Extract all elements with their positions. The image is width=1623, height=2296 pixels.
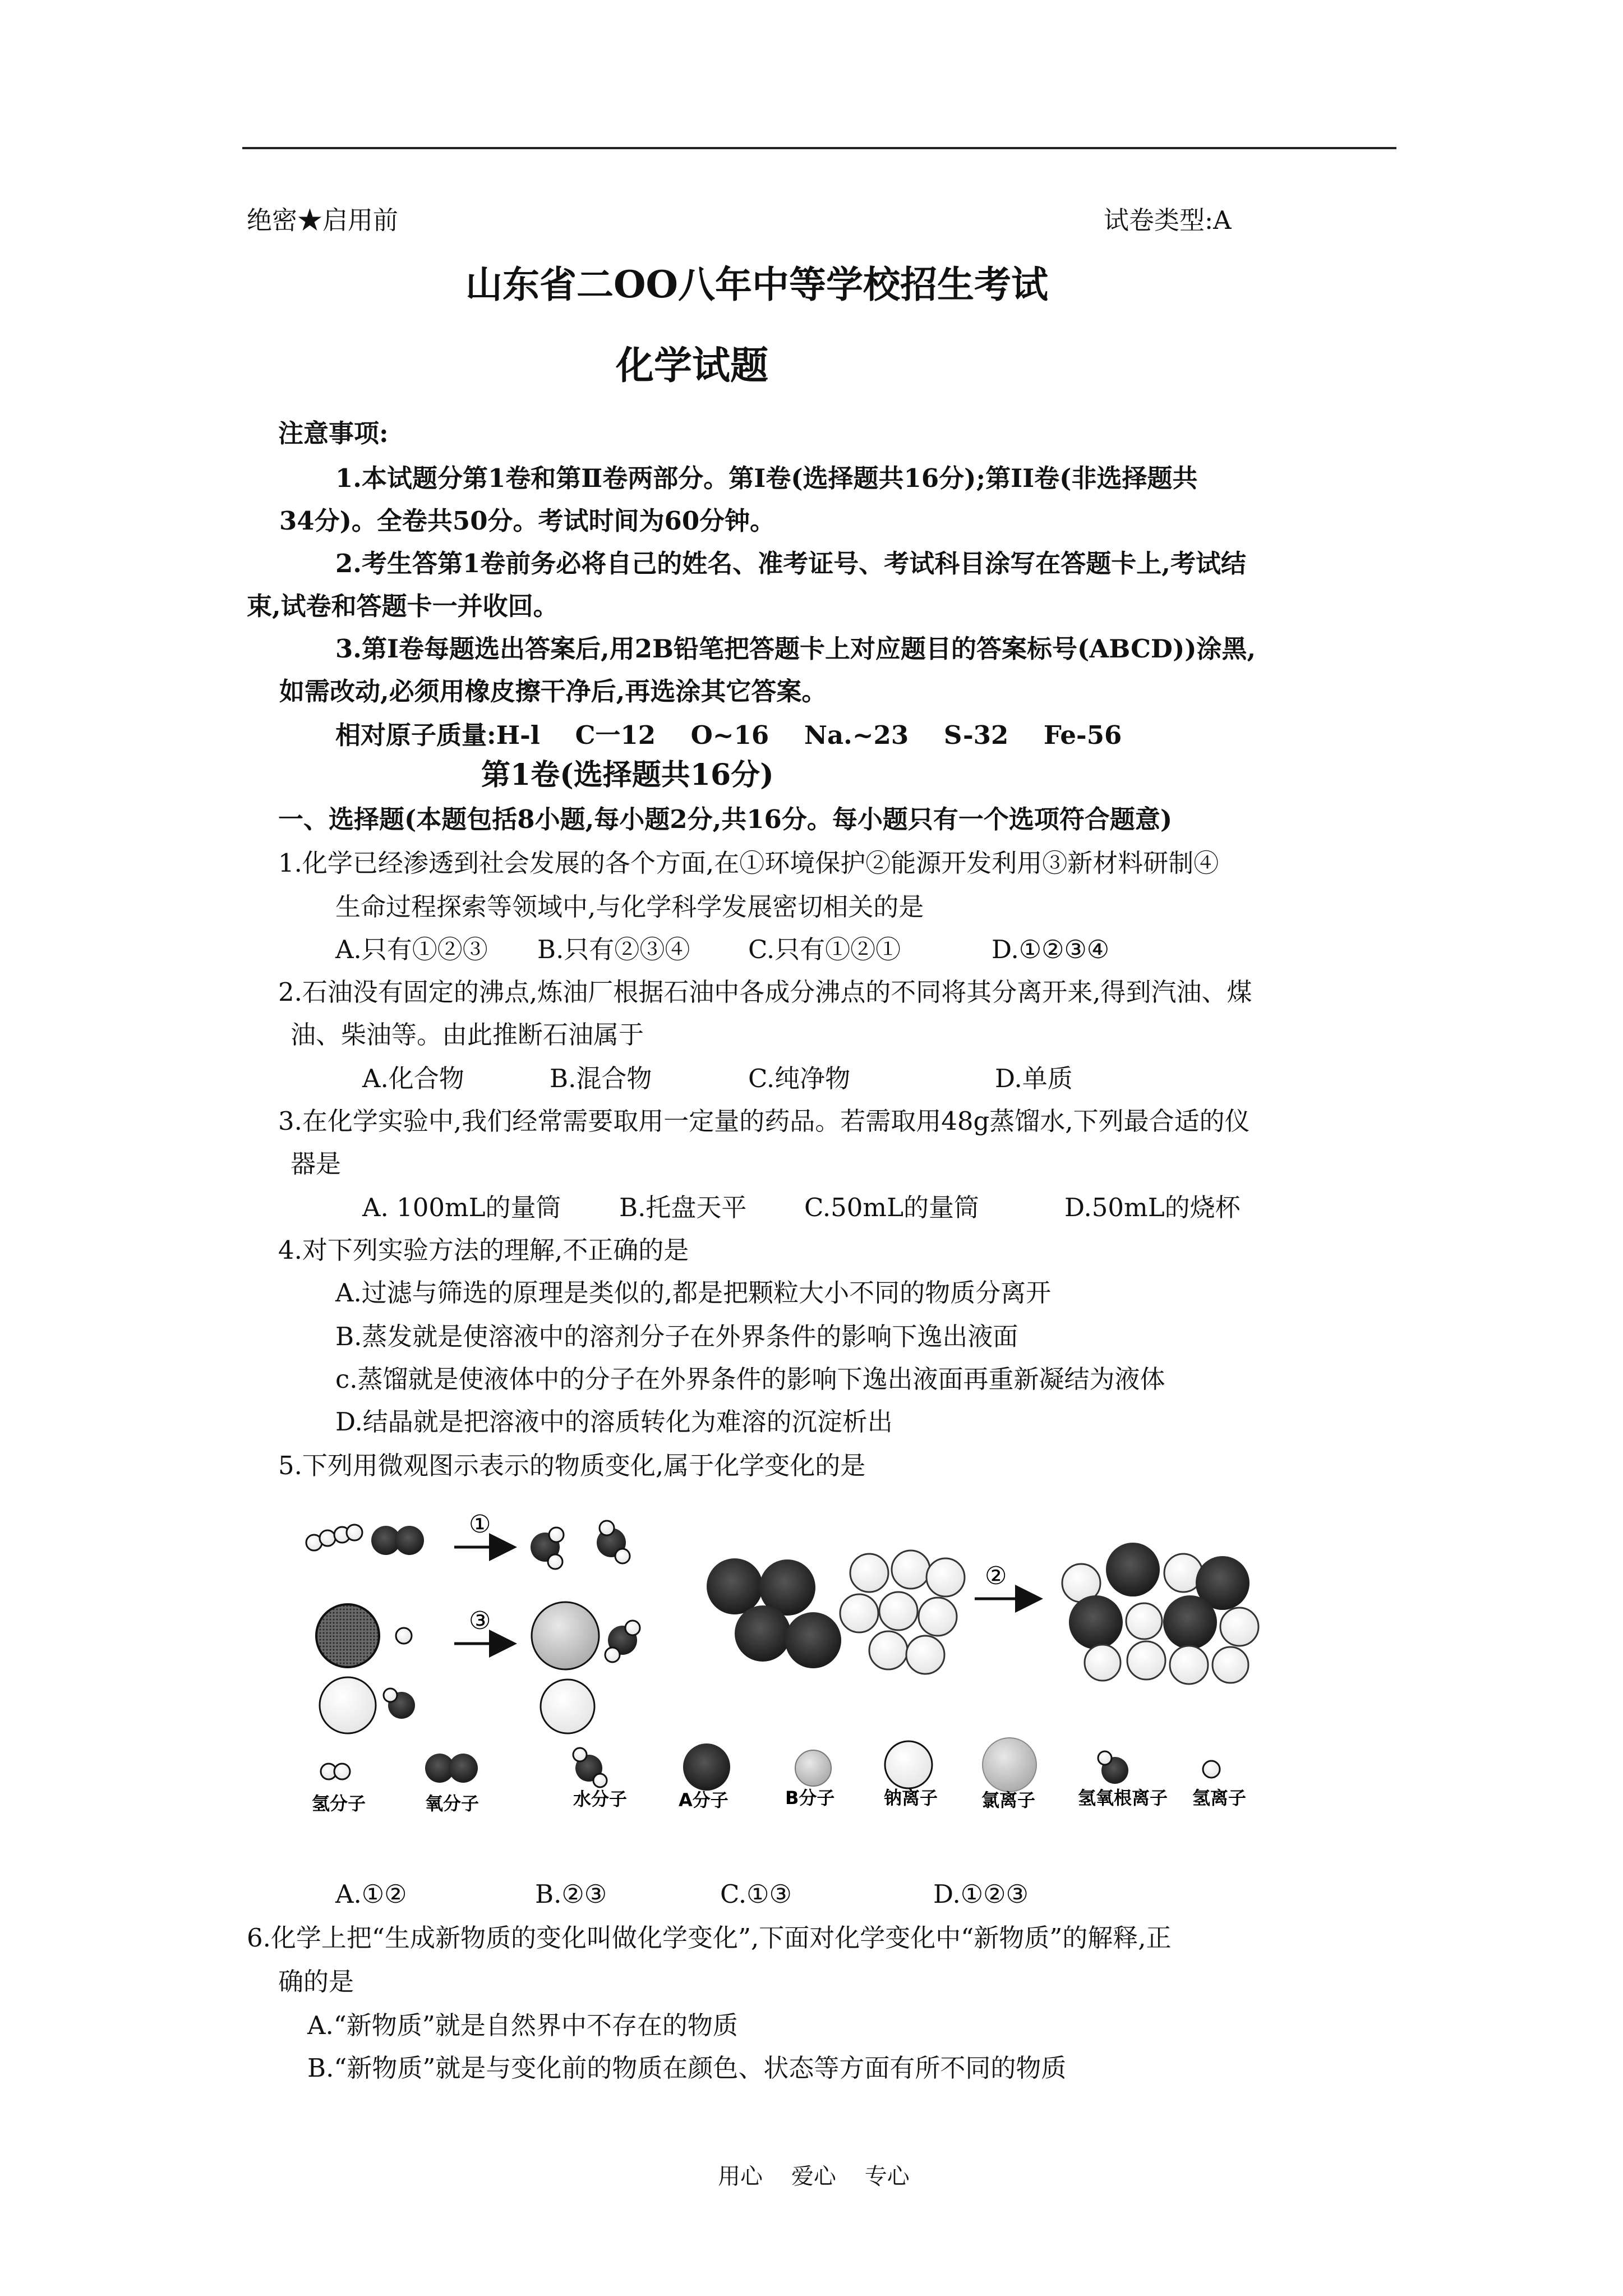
water-hydrogen-atom [600,1521,614,1535]
legend-water-molecule-icon [593,1774,607,1787]
legend-label-water-molecule: 水分子 [573,1788,628,1810]
q2-option-b: B.混合物 [550,1064,652,1093]
note-1-line-2: 34分)。全卷共50分。考试时间为60分钟。 [279,506,776,536]
q6-stem-line-1: 6.化学上把“生成新物质的变化叫做化学变化”,下面对化学变化中“新物质”的解释,正 [247,1923,1172,1953]
q3-option-a: A. 100mL的量筒 [362,1193,561,1222]
water-hydrogen-atom [625,1621,640,1635]
legend-hydrogen-ion-icon [1203,1761,1220,1778]
b-molecule [926,1558,965,1596]
q3-stem-line-1: 3.在化学实验中,我们经常需要取用一定量的药品。若需取用48g蒸馏水,下列最合适的仪 [278,1106,1250,1136]
b-molecule [1170,1646,1208,1684]
a-molecule [785,1612,841,1668]
b-molecule [906,1636,944,1674]
a-molecule [735,1605,791,1662]
q4-option-a: A.过滤与筛选的原理是类似的,都是把颗粒大小不同的物质分离开 [335,1278,1052,1308]
q2-option-d: D.单质 [995,1064,1073,1093]
water-hydrogen-atom [548,1554,562,1569]
q5-micro-diagram [292,1503,1301,1818]
legend-sodium-ion-icon [885,1741,932,1788]
legend-label-chloride-ion: 氯离子 [981,1789,1036,1811]
arrow-2-label: ② [985,1562,1007,1590]
arrow-3-label: ③ [469,1607,491,1635]
q6-option-a: A.“新物质”就是自然界中不存在的物质 [307,2010,738,2040]
hydrogen-atom [320,1530,335,1546]
b-molecule [1127,1641,1165,1680]
reaction-1 [306,1510,630,1569]
atomic-mass-line: 相对原子质量:H-l C一12 O~16 Na.~23 S-32 Fe-56 [335,720,1122,750]
a-molecule [1069,1595,1123,1649]
paper-type-label: 试卷类型:A [1104,205,1232,235]
q1-option-d: D.①②③④ [992,935,1110,964]
arrow-1-label: ① [469,1510,491,1539]
water-hydrogen-atom [605,1648,620,1662]
q4-stem: 4.对下列实验方法的理解,不正确的是 [278,1235,689,1265]
q1-option-c: C.只有①②① [748,935,901,964]
hydroxide-hydrogen-atom [384,1688,397,1702]
header-rule [242,147,1396,149]
legend-a-molecule-icon [683,1743,730,1791]
q1-stem-line-2: 生命过程探索等领域中,与化学科学发展密切相关的是 [335,892,924,922]
legend-b-molecule-icon [795,1750,831,1786]
q6-option-b: B.“新物质”就是与变化前的物质在颜色、状态等方面有所不同的物质 [307,2053,1067,2083]
hydrogen-atom [347,1525,362,1540]
sodium-ion [320,1677,376,1733]
legend-label-hydroxide-ion: 氢氧根离子 [1078,1787,1168,1809]
q6-stem-line-2: 确的是 [278,1967,354,1996]
a-molecule [1163,1595,1217,1649]
b-molecule [840,1594,878,1632]
exam-subtitle: 化学试题 [616,343,769,388]
sodium-ion-product [541,1680,594,1733]
secret-label: 绝密★启用前 [247,205,399,235]
q5-stem: 5.下列用微观图示表示的物质变化,属于化学变化的是 [278,1451,866,1480]
water-hydrogen-atom [615,1549,630,1563]
q2-stem-line-1: 2.石油没有固定的沸点,炼油厂根据石油中各成分沸点的不同将其分离开来,得到汽油、煤 [278,977,1252,1007]
chloride-ion [316,1604,379,1667]
note-3-line-1: 3.第I卷每题选出答案后,用2B铅笔把答题卡上对应题目的答案标号(ABCD))涂黑, [335,634,1256,664]
b-molecule [1220,1608,1258,1646]
q4-option-d: D.结晶就是把溶液中的溶质转化为难溶的沉淀析出 [335,1407,893,1437]
section-1-title: 第1卷(选择题共16分) [481,758,774,792]
q5-option-d: D.①②③ [933,1879,1029,1909]
legend-chloride-ion-icon [983,1738,1036,1792]
water-hydrogen-atom [549,1527,564,1542]
b-molecule [1085,1645,1121,1681]
note-1-line-1: 1.本试题分第1卷和第Ⅱ卷两部分。第I卷(选择题共16分);第ⅠⅠ卷(非选择题共 [335,463,1198,493]
page-footer: 用心 爱心 专心 [718,2164,910,2189]
legend-label-hydrogen-ion: 氢离子 [1192,1787,1247,1809]
a-molecule [1106,1543,1160,1596]
oxygen-atom [395,1526,424,1555]
legend-label-oxygen-molecule: 氧分子 [425,1793,479,1814]
q3-option-b: B.托盘天平 [619,1193,747,1222]
legend-label-hydrogen-molecule: 氢分子 [312,1793,366,1814]
legend-label-sodium-ion: 钠离子 [884,1787,938,1809]
legend-hydroxide-ion-icon [1098,1751,1112,1765]
q5-option-c: C.①③ [720,1879,792,1909]
q2-stem-line-2: 油、柴油等。由此推断石油属于 [291,1020,644,1050]
figure-legend [312,1738,1246,1814]
legend-label-b-molecule: B分子 [785,1787,835,1809]
q1-stem-line-1: 1.化学已经渗透到社会发展的各个方面,在①环境保护②能源开发利用③新材料研制④ [278,848,1219,878]
q5-option-a: A.①② [335,1879,407,1909]
legend-oxygen-molecule-icon [449,1754,478,1783]
exam-title: 山东省二OO八年中等学校招生考试 [465,263,1048,306]
chloride-ion-product [532,1602,599,1669]
q3-option-c: C.50mL的量筒 [804,1193,979,1222]
notes-heading: 注意事项: [278,418,389,448]
q2-option-a: A.化合物 [362,1064,464,1093]
note-2-line-1: 2.考生答第1卷前务必将自己的姓名、准考证号、考试科目涂写在答题卡上,考试结 [335,549,1246,578]
b-molecule [892,1550,930,1589]
b-molecule [869,1631,907,1669]
a-molecule [707,1558,763,1614]
b-molecule [919,1598,957,1636]
reaction-2 [707,1543,1258,1684]
reaction-3 [316,1602,640,1733]
note-2-line-2: 束,试卷和答题卡一并收回。 [247,591,559,621]
q4-option-c: c.蒸馏就是使液体中的分子在外界条件的影响下逸出液面再重新凝结为液体 [335,1364,1165,1394]
q4-option-b: B.蒸发就是使溶液中的溶剂分子在外界条件的影响下逸出液面 [335,1322,1018,1351]
b-molecule [1126,1603,1162,1639]
q3-stem-line-2: 器是 [291,1149,342,1179]
b-molecule [1212,1647,1248,1683]
q2-option-c: C.纯净物 [748,1064,851,1093]
b-molecule [879,1592,917,1630]
legend-hydrogen-molecule-icon [334,1764,350,1779]
q1-option-b: B.只有②③④ [537,935,690,964]
q3-option-d: D.50mL的烧杯 [1064,1193,1241,1222]
legend-label-a-molecule: A分子 [679,1789,728,1811]
section-1-instruction: 一、选择题(本题包括8小题,每小题2分,共16分。每小题只有一个选项符合题意) [278,804,1173,834]
legend-water-molecule-icon [573,1748,587,1761]
note-3-line-2: 如需改动,必须用橡皮擦干净后,再选涂其它答案。 [279,677,827,706]
q1-option-a: A.只有①②③ [335,935,488,964]
hydrogen-ion [396,1628,412,1644]
b-molecule [850,1554,888,1592]
q5-option-b: B.②③ [535,1879,607,1909]
